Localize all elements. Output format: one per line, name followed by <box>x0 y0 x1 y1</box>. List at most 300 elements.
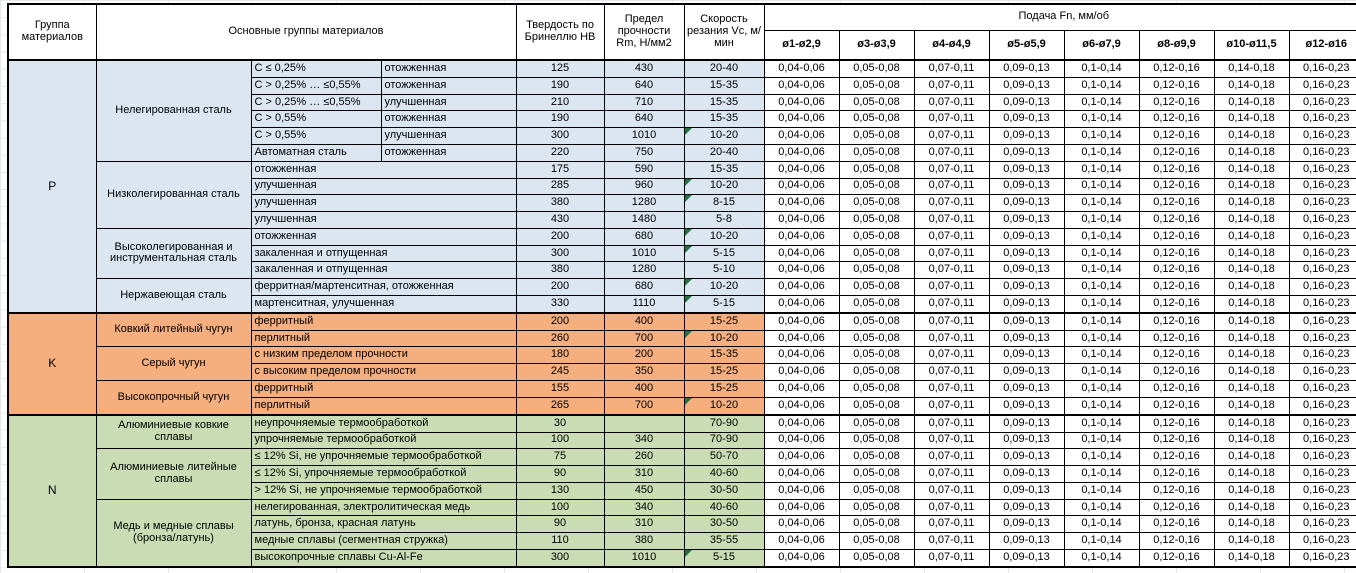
feed-cell: 0,07-0,11 <box>914 415 989 432</box>
feed-cell: 0,16-0,23 <box>1289 128 1356 145</box>
feed-cell: 0,16-0,23 <box>1289 330 1356 347</box>
material-desc-cell: отожженная <box>251 161 516 178</box>
header-feed-dia-4: ø5-ø5,9 <box>989 30 1064 60</box>
hb-cell: 285 <box>516 178 604 195</box>
feed-cell: 0,07-0,11 <box>914 499 989 516</box>
header-strength: Предел прочности Rm, Н/мм2 <box>604 4 684 60</box>
feed-cell: 0,07-0,11 <box>914 313 989 330</box>
material-desc-cell: Автоматная сталь <box>251 144 381 161</box>
feed-cell: 0,05-0,08 <box>839 533 914 550</box>
feed-cell: 0,09-0,13 <box>989 245 1064 262</box>
feed-cell: 0,09-0,13 <box>989 94 1064 111</box>
feed-cell: 0,1-0,14 <box>1064 128 1139 145</box>
feed-cell: 0,12-0,16 <box>1139 330 1214 347</box>
rm-cell: 680 <box>604 228 684 245</box>
feed-cell: 0,05-0,08 <box>839 330 914 347</box>
feed-cell: 0,05-0,08 <box>839 60 914 77</box>
material-desc-cell: нелегированная, электролитическая медь <box>251 499 516 516</box>
feed-cell: 0,09-0,13 <box>989 499 1064 516</box>
feed-cell: 0,16-0,23 <box>1289 245 1356 262</box>
group-name-cell: Серый чугун <box>96 347 251 381</box>
feed-cell: 0,1-0,14 <box>1064 295 1139 312</box>
vc-cell: 5-15 <box>684 549 764 567</box>
green-corner-marker <box>685 331 692 338</box>
feed-cell: 0,09-0,13 <box>989 60 1064 77</box>
feed-cell: 0,16-0,23 <box>1289 432 1356 449</box>
material-desc-cell: C > 0,25% … ≤0,55% <box>251 94 381 111</box>
feed-cell: 0,07-0,11 <box>914 279 989 296</box>
vc-cell: 5-10 <box>684 262 764 279</box>
feed-cell: 0,1-0,14 <box>1064 279 1139 296</box>
feed-cell: 0,1-0,14 <box>1064 94 1139 111</box>
feed-cell: 0,07-0,11 <box>914 228 989 245</box>
feed-cell: 0,05-0,08 <box>839 516 914 533</box>
header-cutting-speed: Скорость резания Vc, м/мин <box>684 4 764 60</box>
green-corner-marker <box>685 229 692 236</box>
vc-cell: 15-35 <box>684 77 764 94</box>
material-desc-cell: ферритная/мартенситная, отожженная <box>251 279 516 296</box>
feed-cell: 0,09-0,13 <box>989 432 1064 449</box>
feed-cell: 0,14-0,18 <box>1214 178 1289 195</box>
hb-cell: 100 <box>516 499 604 516</box>
feed-cell: 0,07-0,11 <box>914 195 989 212</box>
group-letter-cell: N <box>8 415 96 567</box>
green-corner-marker <box>685 550 692 557</box>
feed-cell: 0,12-0,16 <box>1139 449 1214 466</box>
feed-cell: 0,05-0,08 <box>839 499 914 516</box>
feed-cell: 0,09-0,13 <box>989 516 1064 533</box>
material-desc-cell: C > 0,55% <box>251 111 381 128</box>
header-feed-dia-2: ø3-ø3,9 <box>839 30 914 60</box>
material-desc-cell: перлитный <box>251 330 516 347</box>
group-name-cell: Медь и медные сплавы (бронза/латунь) <box>96 499 251 567</box>
feed-cell: 0,16-0,23 <box>1289 279 1356 296</box>
feed-cell: 0,04-0,06 <box>764 262 839 279</box>
vc-cell: 10-20 <box>684 279 764 296</box>
feed-cell: 0,04-0,06 <box>764 161 839 178</box>
feed-cell: 0,16-0,23 <box>1289 449 1356 466</box>
rm-cell: 400 <box>604 313 684 330</box>
group-name-cell: Алюминиевые литейные сплавы <box>96 449 251 499</box>
vc-cell: 5-15 <box>684 245 764 262</box>
feed-cell: 0,09-0,13 <box>989 449 1064 466</box>
rm-cell: 640 <box>604 77 684 94</box>
rm-cell: 1010 <box>604 245 684 262</box>
rm-cell: 430 <box>604 60 684 77</box>
material-desc-cell: с высоким пределом прочности <box>251 364 516 381</box>
feed-cell: 0,16-0,23 <box>1289 380 1356 397</box>
group-name-cell: Нержавеющая сталь <box>96 279 251 313</box>
rm-cell: 310 <box>604 466 684 483</box>
feed-cell: 0,12-0,16 <box>1139 295 1214 312</box>
feed-cell: 0,1-0,14 <box>1064 161 1139 178</box>
feed-cell: 0,09-0,13 <box>989 330 1064 347</box>
feed-cell: 0,12-0,16 <box>1139 228 1214 245</box>
rm-cell: 340 <box>604 432 684 449</box>
green-corner-marker <box>685 296 692 303</box>
rm-cell: 1480 <box>604 212 684 229</box>
vc-cell: 70-90 <box>684 432 764 449</box>
vc-cell: 10-20 <box>684 128 764 145</box>
vc-cell: 70-90 <box>684 415 764 432</box>
material-desc-cell: C ≤ 0,25% <box>251 60 381 77</box>
feed-cell: 0,09-0,13 <box>989 295 1064 312</box>
feed-cell: 0,1-0,14 <box>1064 380 1139 397</box>
feed-cell: 0,12-0,16 <box>1139 161 1214 178</box>
feed-cell: 0,1-0,14 <box>1064 228 1139 245</box>
feed-cell: 0,07-0,11 <box>914 449 989 466</box>
feed-cell: 0,09-0,13 <box>989 482 1064 499</box>
feed-cell: 0,16-0,23 <box>1289 482 1356 499</box>
feed-cell: 0,09-0,13 <box>989 144 1064 161</box>
feed-cell: 0,12-0,16 <box>1139 128 1214 145</box>
feed-cell: 0,04-0,06 <box>764 482 839 499</box>
green-corner-marker <box>685 246 692 253</box>
feed-cell: 0,14-0,18 <box>1214 195 1289 212</box>
header-feed-dia-5: ø6-ø7,9 <box>1064 30 1139 60</box>
feed-cell: 0,16-0,23 <box>1289 549 1356 567</box>
feed-cell: 0,16-0,23 <box>1289 415 1356 432</box>
material-state-cell: отожженная <box>381 60 516 77</box>
material-desc-cell: улучшенная <box>251 178 516 195</box>
feed-cell: 0,04-0,06 <box>764 228 839 245</box>
feed-cell: 0,07-0,11 <box>914 330 989 347</box>
material-desc-cell: ферритный <box>251 313 516 330</box>
feed-cell: 0,04-0,06 <box>764 111 839 128</box>
feed-cell: 0,1-0,14 <box>1064 347 1139 364</box>
feed-cell: 0,1-0,14 <box>1064 449 1139 466</box>
material-state-cell: отожженная <box>381 111 516 128</box>
material-desc-cell: ферритный <box>251 380 516 397</box>
material-desc-cell: улучшенная <box>251 195 516 212</box>
feed-cell: 0,14-0,18 <box>1214 415 1289 432</box>
feed-cell: 0,05-0,08 <box>839 313 914 330</box>
feed-cell: 0,1-0,14 <box>1064 262 1139 279</box>
feed-cell: 0,14-0,18 <box>1214 364 1289 381</box>
material-row <box>8 499 1356 516</box>
feed-cell: 0,04-0,06 <box>764 533 839 550</box>
material-row <box>8 449 1356 466</box>
rm-cell: 700 <box>604 397 684 414</box>
feed-cell: 0,14-0,18 <box>1214 111 1289 128</box>
group-name-cell: Ковкий литейный чугун <box>96 313 251 347</box>
feed-cell: 0,07-0,11 <box>914 212 989 229</box>
feed-cell: 0,05-0,08 <box>839 245 914 262</box>
feed-cell: 0,09-0,13 <box>989 533 1064 550</box>
material-desc-cell: > 12% Si, не упрочняемые термообработкой <box>251 482 516 499</box>
feed-cell: 0,05-0,08 <box>839 262 914 279</box>
group-name-cell: Низколегированная сталь <box>96 161 251 228</box>
feed-cell: 0,07-0,11 <box>914 128 989 145</box>
feed-cell: 0,04-0,06 <box>764 195 839 212</box>
rm-cell: 380 <box>604 533 684 550</box>
feed-cell: 0,14-0,18 <box>1214 313 1289 330</box>
feed-cell: 0,14-0,18 <box>1214 161 1289 178</box>
vc-cell: 10-20 <box>684 397 764 414</box>
feed-cell: 0,12-0,16 <box>1139 533 1214 550</box>
feed-cell: 0,04-0,06 <box>764 144 839 161</box>
feed-cell: 0,05-0,08 <box>839 128 914 145</box>
vc-cell: 15-35 <box>684 161 764 178</box>
material-row <box>8 313 1356 330</box>
materials-cutting-table <box>7 3 1356 568</box>
feed-cell: 0,12-0,16 <box>1139 482 1214 499</box>
feed-cell: 0,07-0,11 <box>914 432 989 449</box>
green-corner-marker <box>685 279 692 286</box>
rm-cell: 310 <box>604 516 684 533</box>
rm-cell: 640 <box>604 111 684 128</box>
feed-cell: 0,09-0,13 <box>989 228 1064 245</box>
feed-cell: 0,16-0,23 <box>1289 178 1356 195</box>
hb-cell: 430 <box>516 212 604 229</box>
feed-cell: 0,09-0,13 <box>989 262 1064 279</box>
feed-cell: 0,1-0,14 <box>1064 397 1139 414</box>
material-state-cell: отожженная <box>381 77 516 94</box>
feed-cell: 0,09-0,13 <box>989 380 1064 397</box>
group-letter-cell: K <box>8 313 96 415</box>
hb-cell: 125 <box>516 60 604 77</box>
feed-cell: 0,04-0,06 <box>764 178 839 195</box>
green-corner-marker <box>685 128 692 135</box>
rm-cell: 960 <box>604 178 684 195</box>
feed-cell: 0,1-0,14 <box>1064 178 1139 195</box>
feed-cell: 0,14-0,18 <box>1214 262 1289 279</box>
feed-cell: 0,07-0,11 <box>914 60 989 77</box>
feed-cell: 0,16-0,23 <box>1289 364 1356 381</box>
feed-cell: 0,14-0,18 <box>1214 77 1289 94</box>
vc-cell: 10-20 <box>684 178 764 195</box>
hb-cell: 100 <box>516 432 604 449</box>
feed-cell: 0,05-0,08 <box>839 415 914 432</box>
feed-cell: 0,12-0,16 <box>1139 313 1214 330</box>
feed-cell: 0,05-0,08 <box>839 449 914 466</box>
feed-cell: 0,05-0,08 <box>839 228 914 245</box>
feed-cell: 0,04-0,06 <box>764 60 839 77</box>
feed-cell: 0,14-0,18 <box>1214 397 1289 414</box>
material-state-cell: отожженная <box>381 144 516 161</box>
feed-cell: 0,1-0,14 <box>1064 212 1139 229</box>
rm-cell <box>604 415 684 432</box>
vc-cell: 40-60 <box>684 466 764 483</box>
rm-cell: 1280 <box>604 262 684 279</box>
feed-cell: 0,12-0,16 <box>1139 499 1214 516</box>
feed-cell: 0,14-0,18 <box>1214 60 1289 77</box>
material-desc-cell: закаленная и отпущенная <box>251 245 516 262</box>
feed-cell: 0,1-0,14 <box>1064 432 1139 449</box>
material-desc-cell: мартенситная, улучшенная <box>251 295 516 312</box>
feed-cell: 0,14-0,18 <box>1214 245 1289 262</box>
header-feed-dia-8: ø12-ø16 <box>1289 30 1356 60</box>
feed-cell: 0,14-0,18 <box>1214 466 1289 483</box>
feed-cell: 0,1-0,14 <box>1064 415 1139 432</box>
material-desc-cell: ≤ 12% Si, не упрочняемые термообработкой <box>251 449 516 466</box>
feed-cell: 0,09-0,13 <box>989 347 1064 364</box>
feed-cell: 0,04-0,06 <box>764 549 839 567</box>
feed-cell: 0,16-0,23 <box>1289 295 1356 312</box>
feed-cell: 0,12-0,16 <box>1139 212 1214 229</box>
feed-cell: 0,04-0,06 <box>764 380 839 397</box>
hb-cell: 220 <box>516 144 604 161</box>
feed-cell: 0,09-0,13 <box>989 397 1064 414</box>
rm-cell: 260 <box>604 449 684 466</box>
feed-cell: 0,14-0,18 <box>1214 380 1289 397</box>
feed-cell: 0,16-0,23 <box>1289 262 1356 279</box>
hb-cell: 265 <box>516 397 604 414</box>
vc-cell: 5-8 <box>684 212 764 229</box>
feed-cell: 0,12-0,16 <box>1139 195 1214 212</box>
feed-cell: 0,16-0,23 <box>1289 516 1356 533</box>
material-desc-cell: медные сплавы (сегментная стружка) <box>251 533 516 550</box>
hb-cell: 300 <box>516 128 604 145</box>
feed-cell: 0,05-0,08 <box>839 482 914 499</box>
feed-cell: 0,04-0,06 <box>764 313 839 330</box>
feed-cell: 0,12-0,16 <box>1139 516 1214 533</box>
feed-cell: 0,04-0,06 <box>764 212 839 229</box>
feed-cell: 0,1-0,14 <box>1064 330 1139 347</box>
header-feed-title: Подача Fn, мм/об <box>764 4 1356 30</box>
feed-cell: 0,04-0,06 <box>764 415 839 432</box>
vc-cell: 15-25 <box>684 313 764 330</box>
vc-cell: 15-25 <box>684 380 764 397</box>
feed-cell: 0,05-0,08 <box>839 212 914 229</box>
rm-cell: 1010 <box>604 128 684 145</box>
material-desc-cell: неупрочняемые термообработкой <box>251 415 516 432</box>
material-row <box>8 347 1356 364</box>
material-desc-cell: отожженная <box>251 228 516 245</box>
feed-cell: 0,04-0,06 <box>764 499 839 516</box>
feed-cell: 0,12-0,16 <box>1139 279 1214 296</box>
material-desc-cell: улучшенная <box>251 212 516 229</box>
header-hardness: Твердость по Бринеллю HB <box>516 4 604 60</box>
feed-cell: 0,14-0,18 <box>1214 347 1289 364</box>
feed-cell: 0,09-0,13 <box>989 279 1064 296</box>
feed-cell: 0,07-0,11 <box>914 144 989 161</box>
feed-cell: 0,07-0,11 <box>914 94 989 111</box>
material-row <box>8 228 1356 245</box>
vc-cell: 15-35 <box>684 111 764 128</box>
feed-cell: 0,05-0,08 <box>839 364 914 381</box>
feed-cell: 0,07-0,11 <box>914 178 989 195</box>
green-corner-marker <box>685 398 692 405</box>
hb-cell: 300 <box>516 245 604 262</box>
feed-cell: 0,14-0,18 <box>1214 144 1289 161</box>
feed-cell: 0,04-0,06 <box>764 77 839 94</box>
hb-cell: 200 <box>516 228 604 245</box>
feed-cell: 0,14-0,18 <box>1214 549 1289 567</box>
feed-cell: 0,1-0,14 <box>1064 195 1139 212</box>
hb-cell: 260 <box>516 330 604 347</box>
vc-cell: 15-35 <box>684 347 764 364</box>
feed-cell: 0,05-0,08 <box>839 549 914 567</box>
feed-cell: 0,04-0,06 <box>764 449 839 466</box>
feed-cell: 0,1-0,14 <box>1064 313 1139 330</box>
feed-cell: 0,09-0,13 <box>989 178 1064 195</box>
feed-cell: 0,04-0,06 <box>764 128 839 145</box>
feed-cell: 0,04-0,06 <box>764 347 839 364</box>
feed-cell: 0,07-0,11 <box>914 161 989 178</box>
feed-cell: 0,14-0,18 <box>1214 499 1289 516</box>
rm-cell: 1010 <box>604 549 684 567</box>
feed-cell: 0,07-0,11 <box>914 533 989 550</box>
feed-cell: 0,07-0,11 <box>914 549 989 567</box>
material-desc-cell: с низким пределом прочности <box>251 347 516 364</box>
feed-cell: 0,16-0,23 <box>1289 347 1356 364</box>
rm-cell: 1110 <box>604 295 684 312</box>
feed-cell: 0,09-0,13 <box>989 466 1064 483</box>
material-desc-cell: высокопрочные сплавы Cu-Al-Fe <box>251 549 516 567</box>
feed-cell: 0,05-0,08 <box>839 397 914 414</box>
vc-cell: 15-25 <box>684 364 764 381</box>
material-desc-cell: упрочняемые термообработкой <box>251 432 516 449</box>
feed-cell: 0,1-0,14 <box>1064 60 1139 77</box>
feed-cell: 0,07-0,11 <box>914 516 989 533</box>
hb-cell: 210 <box>516 94 604 111</box>
feed-cell: 0,1-0,14 <box>1064 482 1139 499</box>
feed-cell: 0,05-0,08 <box>839 279 914 296</box>
rm-cell: 200 <box>604 347 684 364</box>
feed-cell: 0,12-0,16 <box>1139 94 1214 111</box>
material-state-cell: улучшенная <box>381 128 516 145</box>
feed-cell: 0,14-0,18 <box>1214 432 1289 449</box>
rm-cell: 750 <box>604 144 684 161</box>
hb-cell: 200 <box>516 313 604 330</box>
feed-cell: 0,14-0,18 <box>1214 295 1289 312</box>
feed-cell: 0,07-0,11 <box>914 397 989 414</box>
feed-cell: 0,12-0,16 <box>1139 347 1214 364</box>
hb-cell: 330 <box>516 295 604 312</box>
feed-cell: 0,05-0,08 <box>839 144 914 161</box>
feed-cell: 0,04-0,06 <box>764 397 839 414</box>
table-header <box>8 4 1356 60</box>
feed-cell: 0,12-0,16 <box>1139 262 1214 279</box>
feed-cell: 0,09-0,13 <box>989 161 1064 178</box>
hb-cell: 380 <box>516 262 604 279</box>
vc-cell: 5-15 <box>684 295 764 312</box>
material-state-cell: улучшенная <box>381 94 516 111</box>
feed-cell: 0,07-0,11 <box>914 77 989 94</box>
feed-cell: 0,12-0,16 <box>1139 77 1214 94</box>
feed-cell: 0,1-0,14 <box>1064 77 1139 94</box>
feed-cell: 0,12-0,16 <box>1139 380 1214 397</box>
feed-cell: 0,14-0,18 <box>1214 212 1289 229</box>
feed-cell: 0,04-0,06 <box>764 516 839 533</box>
feed-cell: 0,1-0,14 <box>1064 549 1139 567</box>
feed-cell: 0,12-0,16 <box>1139 60 1214 77</box>
hb-cell: 180 <box>516 347 604 364</box>
header-feed-dia-6: ø8-ø9,9 <box>1139 30 1214 60</box>
material-desc-cell: C > 0,25% … ≤0,55% <box>251 77 381 94</box>
feed-cell: 0,05-0,08 <box>839 161 914 178</box>
rm-cell: 590 <box>604 161 684 178</box>
table-body <box>8 60 1356 567</box>
feed-cell: 0,12-0,16 <box>1139 549 1214 567</box>
feed-cell: 0,09-0,13 <box>989 415 1064 432</box>
feed-cell: 0,14-0,18 <box>1214 533 1289 550</box>
hb-cell: 190 <box>516 77 604 94</box>
feed-cell: 0,04-0,06 <box>764 466 839 483</box>
feed-cell: 0,04-0,06 <box>764 94 839 111</box>
feed-cell: 0,14-0,18 <box>1214 279 1289 296</box>
header-main-groups: Основные группы материалов <box>96 4 516 60</box>
feed-cell: 0,12-0,16 <box>1139 415 1214 432</box>
hb-cell: 300 <box>516 549 604 567</box>
feed-cell: 0,16-0,23 <box>1289 161 1356 178</box>
feed-cell: 0,16-0,23 <box>1289 228 1356 245</box>
feed-cell: 0,07-0,11 <box>914 295 989 312</box>
feed-cell: 0,09-0,13 <box>989 313 1064 330</box>
feed-cell: 0,14-0,18 <box>1214 449 1289 466</box>
hb-cell: 90 <box>516 466 604 483</box>
